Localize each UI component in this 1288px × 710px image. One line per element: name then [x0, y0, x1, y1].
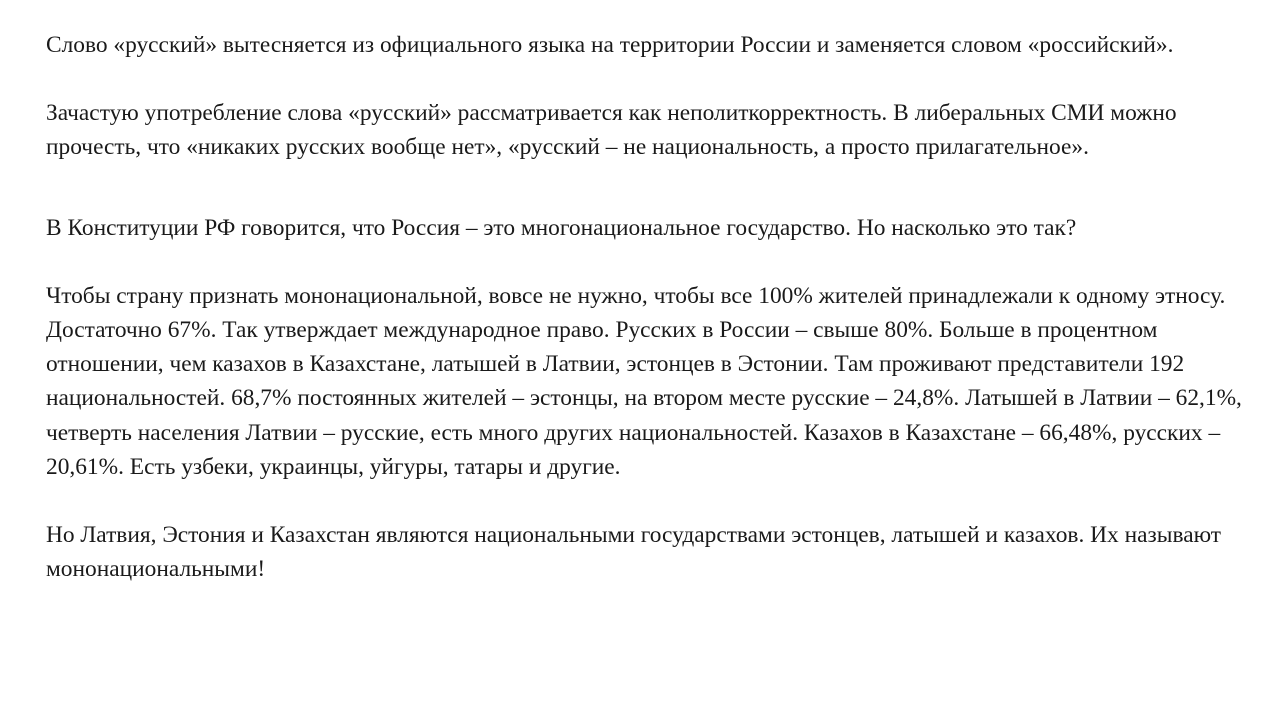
document-body [46, 28, 1271, 586]
paragraph-3: В Конституции РФ говорится, что Россия – это многонациональное государство. Но насколько это так? [46, 214, 1077, 241]
paragraph-1: Слово «русский» вытесняется из официального языка на территории России и заменяется словом «российский». [46, 32, 1174, 58]
paragraph-5: Но Латвия, Эстония и Казахстан являются национальными государствами эстонцев, латышей и казахов. Их называют мононациональными! [46, 522, 1221, 583]
paragraph-4: Чтобы страну признать мононациональной, вовсе не нужно, чтобы все 100% жителей принадлежали к одному этносу. Достаточно 67%. Так утверждает международное право. Русских в России – свыше 80%. Больше в процентном отношении, чем казахов в Казахстане, латышей в Латвии, эстонцев в Эстонии. Там проживают представители 192 национальностей. 68,7% постоянных жителей – эстонцы, на втором месте русские – 24,8%. Латышей в Латвии – 62,1%, четверть населения Латвии – русские, есть много других национальностей. Казахов в Казахстане – 66,48%, русских – 20,61%. Есть узбеки, украинцы, уйгуры, татары и другие. [46, 282, 1242, 480]
paragraph-2: Зачастую употребление слова «русский» рассматривается как неполиткорректность. В либеральных СМИ можно прочесть, что «никаких русских вообще нет», «русский – не национальность, а просто прилагательное». [46, 100, 1177, 161]
